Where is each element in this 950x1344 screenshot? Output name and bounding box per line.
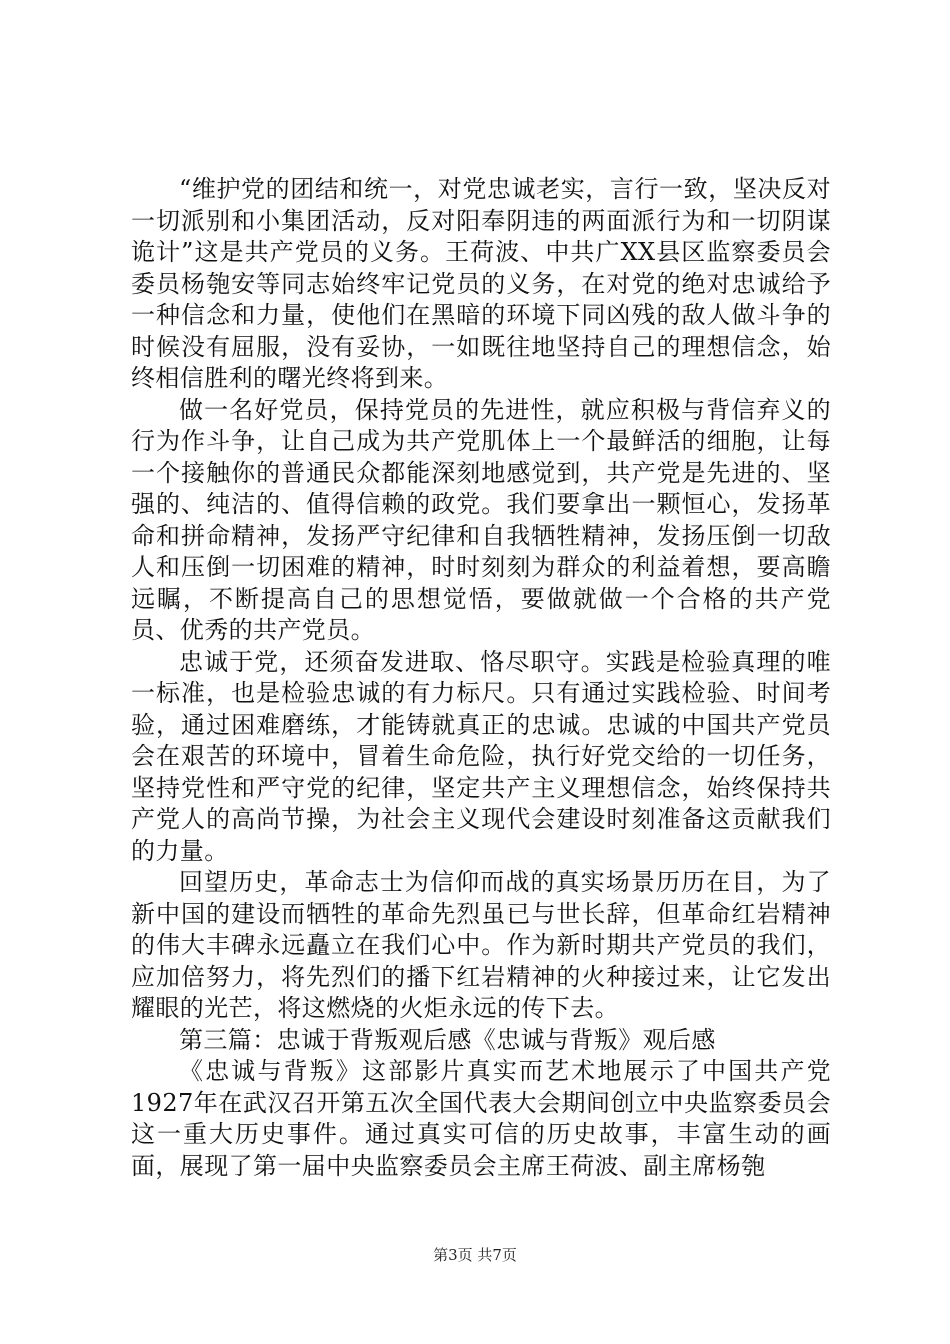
page-number: 第3页 共7页 [433, 1246, 517, 1264]
paragraph-good-member: 做一名好党员，保持党员的先进性，就应积极与背信弃义的行为作斗争，让自己成为共产党肌体上一个最鲜活的细胞，让每一个接触你的普通民众都能深刻地感觉到，共产党是先进的、坚强的、纯洁的、值得信赖的政党。我们要拿出一颗恒心，发扬革命和拼命精神，发扬严守纪律和自我牺牲精神，发扬压倒一切敌人和压倒一切困难的精神，时时刻刻为群众的利益着想，要高瞻远瞩，不断提高自己的思想觉悟，要做就做一个合格的共产党员、优秀的共产党员。 [131, 395, 831, 644]
document-body [131, 174, 831, 1182]
paragraph-history: 回望历史，革命志士为信仰而战的真实场景历历在目，为了新中国的建设而牺牲的革命先烈虽已与世长辞，但革命红岩精神的伟大丰碑永远矗立在我们心中。作为新时期共产党员的我们，应加倍努力，将先烈们的播下红岩精神的火种接过来，让它发出耀眼的光芒，将这燃烧的火炬永远的传下去。 [131, 868, 831, 1022]
paragraph-loyalty: 忠诚于党，还须奋发进取、恪尽职守。实践是检验真理的唯一标准，也是检验忠诚的有力标尺。只有通过实践检验、时间考验，通过困难磨练，才能铸就真正的忠诚。忠诚的中国共产党员会在艰苦的环境中，冒着生命危险，执行好党交给的一切任务，坚持党性和严守党的纪律，坚定共产主义理想信念，始终保持共产党人的高尚节操，为社会主义现代会建设时刻准备这贡献我们的力量。 [131, 647, 831, 865]
paragraph-film: 《忠诚与背叛》这部影片真实而艺术地展示了中国共产党1927年在武汉召开第五次全国代表大会期间创立中央监察委员会这一重大历史事件。通过真实可信的历史故事，丰富生动的画面，展现了第一届中央监察委员会主席王荷波、副主席杨匏 [131, 1057, 831, 1180]
paragraph-duty: “维护党的团结和统一，对党忠诚老实，言行一致，坚决反对一切派别和小集团活动，反对阳奉阴违的两面派行为和一切阴谋诡计”这是共产党员的义务。王荷波、中共广XX县区监察委员会委员杨匏安等同志始终牢记党员的义务，在对党的绝对忠诚给予一种信念和力量，使他们在黑暗的环境下同凶残的敌人做斗争的时候没有屈服，没有妥协，一如既往地坚持自己的理想信念，始终相信胜利的曙光终将到来。 [131, 175, 831, 392]
section-heading: 第三篇：忠诚于背叛观后感《忠诚与背叛》观后感 [179, 1025, 716, 1054]
